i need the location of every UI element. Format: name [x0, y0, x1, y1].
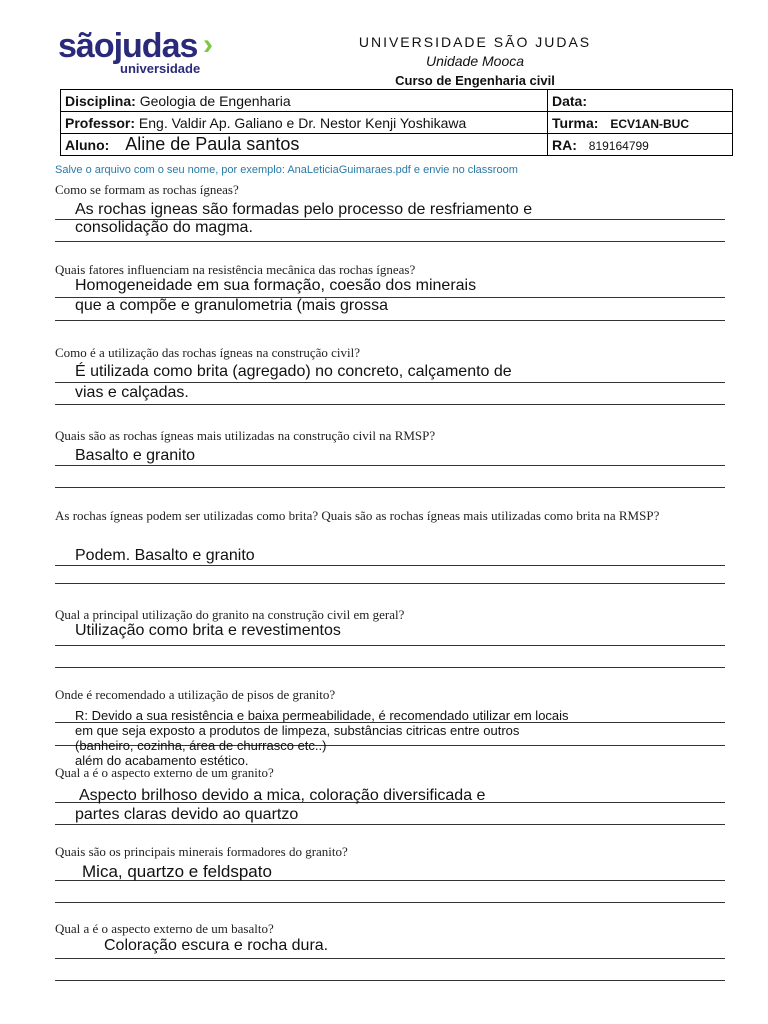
- ra-value: 819164799: [588, 138, 649, 153]
- answer-line: [55, 980, 725, 981]
- info-row-professor: [61, 112, 733, 134]
- aluno-cell: [61, 134, 548, 156]
- answer-7-line-4: além do acabamento estético.: [75, 753, 249, 768]
- answer-6-line-1: Utilização como brita e revestimentos: [75, 622, 341, 639]
- question-5: As rochas ígneas podem ser utilizadas como brita? Quais são as rochas ígneas mais utilizadas como brita na RMSP?: [55, 508, 660, 523]
- answer-5-line-1: Podem. Basalto e granito: [75, 547, 255, 564]
- answer-line: [55, 404, 725, 405]
- course-name: Curso de Engenharia civil: [395, 73, 555, 88]
- turma-label: Turma:: [552, 114, 599, 131]
- data-label: Data:: [552, 92, 588, 109]
- answer-4-line-1: Basalto e granito: [75, 447, 196, 464]
- question-4: Quais são as rochas ígneas mais utilizadas na construção civil na RMSP?: [55, 428, 436, 443]
- answer-line: [55, 667, 725, 668]
- answer-3-line-1: É utilizada como brita (agregado) no concreto, calçamento de: [75, 363, 512, 380]
- university-title: UNIVERSIDADE SÃO JUDAS: [358, 34, 592, 50]
- answer-10-line-1: Coloração escura e rocha dura.: [104, 937, 329, 954]
- answer-line: [55, 824, 725, 825]
- turma-value: ECV1AN-BUC: [610, 116, 689, 131]
- answer-2-line-1: Homogeneidade em sua formação, coesão dos minerais: [75, 277, 477, 294]
- answer-3-line-2: vias e calçadas.: [75, 384, 189, 401]
- data-cell: [548, 90, 733, 112]
- professor-label: Professor:: [65, 114, 136, 131]
- logo-chevron-icon: ›: [203, 28, 213, 61]
- info-table: [60, 89, 733, 156]
- question-1: Como se formam as rochas ígneas?: [55, 182, 239, 197]
- turma-cell: [548, 112, 733, 134]
- university-logo: [58, 28, 218, 78]
- question-10: Qual a é o aspecto externo de um basalto?: [55, 921, 274, 936]
- answer-8-line-2: partes claras devido ao quartzo: [75, 806, 299, 823]
- disciplina-cell: [61, 90, 548, 112]
- answer-line: [55, 958, 725, 959]
- answer-line: [55, 902, 725, 903]
- professor-value: Eng. Valdir Ap. Galiano e Dr. Nestor Kenji Yoshikawa: [138, 114, 467, 131]
- logo-wordmark: sãojudas: [58, 27, 198, 65]
- answer-line: [55, 382, 725, 383]
- answer-2-line-2: que a compõe e granulometria (mais grossa: [75, 297, 389, 314]
- disciplina-value: Geologia de Engenharia: [139, 92, 291, 109]
- aluno-label: Aluno:: [65, 137, 110, 153]
- answer-line: [55, 487, 725, 488]
- submission-note: Salve o arquivo com o seu nome, por exemplo: AnaLeticiaGuimaraes.pdf e envie no classroom: [55, 164, 518, 176]
- question-6: Qual a principal utilização do granito na construção civil em geral?: [55, 607, 405, 622]
- answer-line: [55, 565, 725, 566]
- logo-subtitle: universidade: [120, 61, 201, 76]
- answer-line: [55, 465, 725, 466]
- answer-1-line-1: As rochas igneas são formadas pelo processo de resfriamento e: [75, 201, 533, 218]
- answer-line: [55, 241, 725, 242]
- answer-7-line-1: R: Devido a sua resistência e baixa permeabilidade, é recomendado utilizar em locais: [75, 708, 569, 723]
- aluno-value: Aline de Paula santos: [125, 134, 300, 154]
- unit-name: Unidade Mooca: [425, 53, 525, 69]
- info-row-disciplina: [61, 90, 733, 112]
- answer-7-line-3: (banheiro, cozinha, área de churrasco etc..): [75, 738, 327, 753]
- answer-line: [55, 320, 725, 321]
- answer-1-line-2: consolidação do magma.: [75, 219, 253, 236]
- answer-line: [55, 583, 725, 584]
- ra-cell: [548, 134, 733, 156]
- disciplina-label: Disciplina:: [65, 92, 136, 109]
- question-3: Como é a utilização das rochas ígneas na construção civil?: [55, 345, 361, 360]
- question-7: Onde é recomendado a utilização de pisos de granito?: [55, 687, 336, 702]
- answer-9-line-1: Mica, quartzo e feldspato: [82, 862, 272, 881]
- question-8: Qual a é o aspecto externo de um granito?: [55, 765, 274, 780]
- question-2: Quais fatores influenciam na resistência mecânica das rochas ígneas?: [55, 262, 416, 277]
- answer-8-line-1: Aspecto brilhoso devido a mica, coloração diversificada e: [79, 787, 486, 804]
- ra-label: RA:: [552, 136, 577, 153]
- answer-line: [55, 645, 725, 646]
- answer-7-line-2: em que seja exposto a produtos de limpeza, substâncias citricas entre outros: [75, 723, 520, 738]
- question-9: Quais são os principais minerais formadores do granito?: [55, 844, 348, 859]
- professor-cell: [61, 112, 548, 134]
- info-row-aluno: [61, 134, 733, 156]
